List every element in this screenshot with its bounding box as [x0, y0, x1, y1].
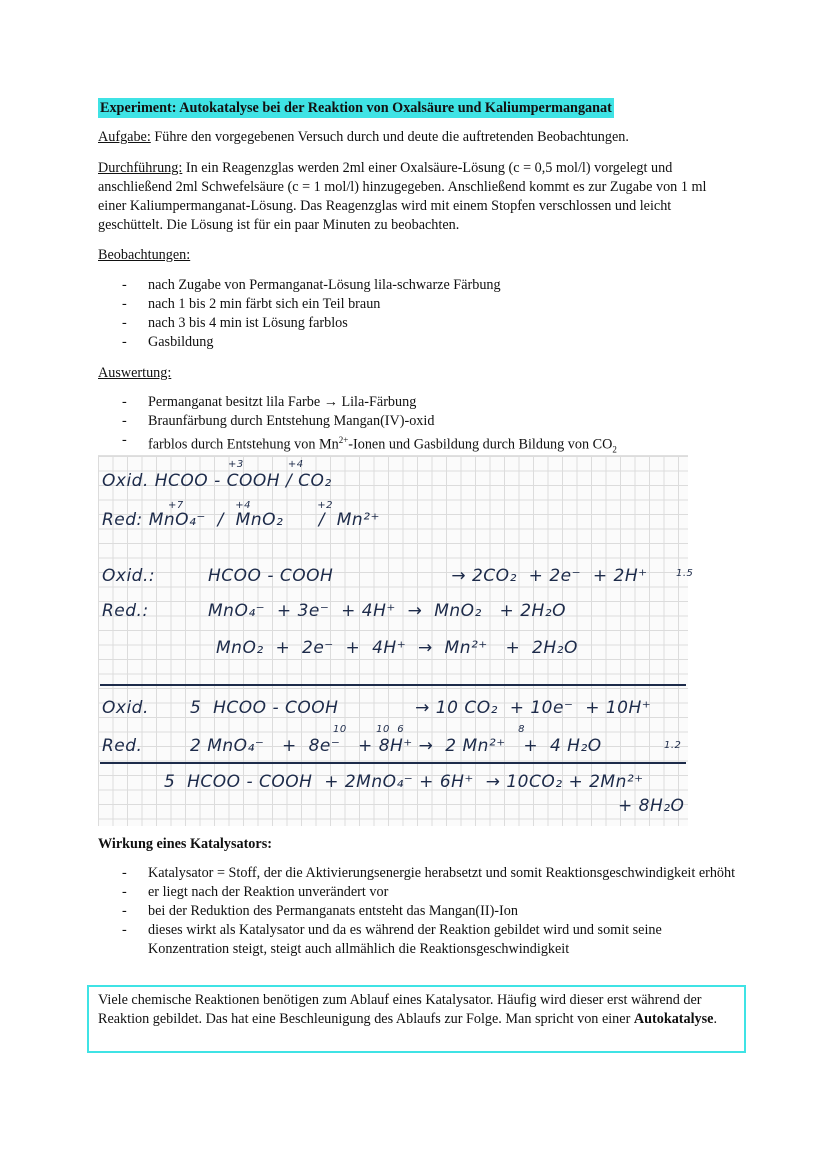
- observations-list: [98, 276, 738, 352]
- list-item: - nach 1 bis 2 min färbt sich ein Teil braun: [122, 296, 381, 312]
- list-item: - dieses wirkt als Katalysator und da es während der Reaktion gebildet wird und somit seine Konzentration steigt, steigt auch allmählich die Reaktionsgeschwindigkeit: [122, 922, 662, 957]
- list-item: - nach Zugabe von Permanganat-Lösung lila-schwarze Färbung: [122, 277, 501, 293]
- hw-oxid-label: Oxid.:: [102, 566, 156, 586]
- divider-line: [100, 684, 686, 686]
- summary-keyword: Autokatalyse: [633, 1011, 714, 1027]
- hw-red-label: Red.:: [102, 601, 149, 621]
- list-dash: -: [122, 865, 127, 881]
- procedure-text: In ein Reagenzglas werden 2ml einer Oxalsäure-Lösung (c = 0,5 mol/l) vorgelegt und anschließend 2ml Schwefelsäure (c = 1 mol/l) hinzugegeben. Anschließend kommt es zur Zugabe von 1 ml einer Kaliumpermanganat-Lösung. Das Reagenzglas wird mit einem Stopfen verschlossen und leicht geschüttelt. Die Lösung ist für ein paar Minuten zu beobachten.: [98, 160, 707, 233]
- evaluation-label: Auswertung:: [98, 365, 172, 381]
- observations-label: Beobachtungen:: [98, 247, 191, 263]
- hw-line-3: HCOO - COOH → 2CO₂ + 2e⁻ + 2H⁺: [208, 566, 648, 586]
- list-dash: -: [122, 277, 127, 293]
- task-paragraph: [98, 128, 733, 147]
- catalyst-list: [98, 864, 738, 959]
- list-dash: -: [122, 413, 127, 429]
- list-item: - Gasbildung: [122, 334, 214, 350]
- catalyst-heading: Wirkung eines Katalysators:: [98, 836, 272, 852]
- document-title: Experiment: Autokatalyse bei der Reaktion von Oxalsäure und Kaliumpermanganat: [100, 100, 612, 116]
- procedure-paragraph: [98, 159, 733, 235]
- hw-small-numbers: 10 10 6 8: [333, 724, 526, 735]
- divider-line: [100, 762, 686, 764]
- hw-line-8: 5 HCOO - COOH + 2MnO₄⁻ + 6H⁺ → 10CO₂ + 2Mn²⁺: [164, 772, 644, 792]
- list-dash: -: [122, 296, 127, 312]
- procedure-label: Durchführung:: [98, 160, 183, 176]
- hw-line-5: MnO₂ + 2e⁻ + 4H⁺ → Mn²⁺ + 2H₂O: [216, 638, 578, 658]
- hw-line-9: + 8H₂O: [618, 796, 685, 816]
- ox-numbers-2: +7 +4 +2: [168, 500, 333, 511]
- list-dash: -: [122, 903, 127, 919]
- list-item: - farblos durch Entstehung von $Mn^{2+}$-Ionen und Gasbildung durch Bildung von $CO_2$: [122, 432, 617, 455]
- list-item: - Katalysator = Stoff, der die Aktivierungsenergie herabsetzt und somit Reaktionsgeschwindigkeit erhöht: [122, 865, 736, 881]
- task-text: Führe den vorgegebenen Versuch durch und deute die auftretenden Beobachtungen.: [150, 129, 629, 145]
- ox-numbers-1: +3 +4: [228, 459, 304, 470]
- hw-red-label-2: Red.: [102, 736, 143, 756]
- observations-heading: [98, 246, 733, 265]
- summary-box: Viele chemische Reaktionen benötigen zum Ablauf eines Katalysator. Häufig wird dieser erst während der Reaktion gebildet. Das hat eine Beschleunigung des Ablaufs zur Folge. Man spricht von einer Autokatalyse.: [87, 985, 746, 1053]
- summary-text: Viele chemische Reaktionen benötigen zum Ablauf eines Katalysator. Häufig wird dieser erst während der Reaktion gebildet. Das hat eine Beschleunigung des Ablaufs zur Folge. Man spricht von einer: [98, 992, 702, 1027]
- hw-line-6: 5 HCOO - COOH → 10 CO₂ + 10e⁻ + 10H⁺: [190, 698, 652, 718]
- list-item: - Braunfärbung durch Entstehung Mangan(IV)-oxid: [122, 413, 435, 429]
- list-dash: -: [122, 315, 127, 331]
- hw-oxid-label-2: Oxid.: [102, 698, 149, 718]
- evaluation-list: [98, 393, 738, 460]
- hw-note-1: 1.5: [676, 568, 694, 579]
- handwritten-notes-image: [98, 455, 694, 826]
- list-item: - er liegt nach der Reaktion unverändert vor: [122, 884, 389, 900]
- list-item: - bei der Reduktion des Permanganats entsteht das Mangan(II)-Ion: [122, 903, 518, 919]
- list-dash: -: [122, 334, 127, 350]
- list-dash: -: [122, 432, 127, 448]
- list-dash: -: [122, 394, 127, 410]
- list-item: - Permanganat besitzt lila Farbe → Lila-Färbung: [122, 394, 417, 410]
- hw-note-2: 1.2: [664, 740, 682, 751]
- hw-line-2: Red: MnO₄⁻ / MnO₂ / Mn²⁺: [102, 510, 380, 530]
- hw-line-4: MnO₄⁻ + 3e⁻ + 4H⁺ → MnO₂ + 2H₂O: [208, 601, 566, 621]
- evaluation-heading: [98, 364, 733, 383]
- task-label: Aufgabe:: [98, 129, 151, 145]
- list-dash: -: [122, 884, 127, 900]
- hw-line-1: Oxid. HCOO - COOH / CO₂: [102, 471, 332, 491]
- hw-line-7: 2 MnO₄⁻ + 8e⁻ + 8H⁺ → 2 Mn²⁺ + 4 H₂O: [190, 736, 602, 756]
- list-dash: -: [122, 922, 127, 938]
- list-item: - nach 3 bis 4 min ist Lösung farblos: [122, 315, 348, 331]
